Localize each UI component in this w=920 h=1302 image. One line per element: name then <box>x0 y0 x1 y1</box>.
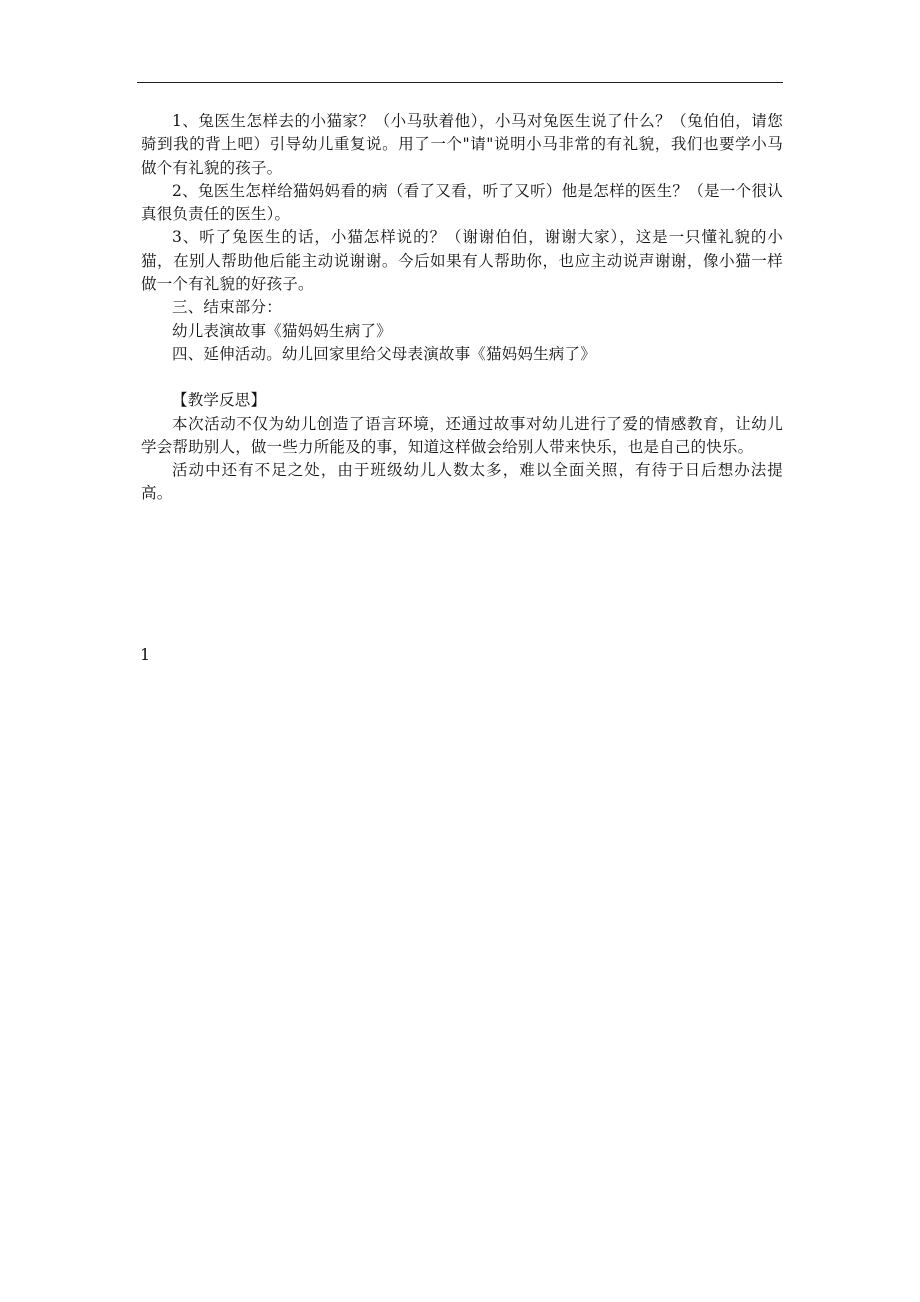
reflection-heading: 【教学反思】 <box>172 391 267 410</box>
paragraph-reflection-2: 活动中还有不足之处，由于班级幼儿人数太多，难以全面关照，有待于日后想办法提高。 <box>141 461 783 503</box>
paragraph-question-1: 1、兔医生怎样去的小猫家？（小马驮着他），小马对兔医生说了什么？（兔伯伯，请您骑到我的背上吧）引导幼儿重复说。用了一个"请"说明小马非常的有礼貌，我们也要学小马做个有礼貌的孩子。 <box>141 112 783 177</box>
section-heading-closing: 三、结束部分： <box>172 298 282 317</box>
page-number: 1 <box>140 645 151 664</box>
header-rule <box>137 82 783 83</box>
paragraph-reflection-1: 本次活动不仅为幼儿创造了语言环境，还通过故事对幼儿进行了爱的情感教育，让幼儿学会帮助别人，做一些力所能及的事，知道这样做会给别人带来快乐，也是自己的快乐。 <box>141 414 783 456</box>
document-body <box>141 110 783 506</box>
paragraph-question-2: 2、兔医生怎样给猫妈妈看的病（看了又看，听了又听）他是怎样的医生？（是一个很认真很负责任的医生）。 <box>141 181 783 224</box>
paragraph-question-3: 3、听了兔医生的话，小猫怎样说的？（谢谢伯伯，谢谢大家），这是一只懂礼貌的小猫，在别人帮助他后能主动说谢谢。今后如果有人帮助你，也应主动说声谢谢，像小猫一样做一个有礼貌的好孩子。 <box>141 228 783 294</box>
paragraph-closing-activity: 幼儿表演故事《猫妈妈生病了》 <box>172 321 392 340</box>
paragraph-spacer <box>141 366 783 389</box>
section-heading-extension: 四、延伸活动。幼儿回家里给父母表演故事《猫妈妈生病了》 <box>172 344 596 363</box>
